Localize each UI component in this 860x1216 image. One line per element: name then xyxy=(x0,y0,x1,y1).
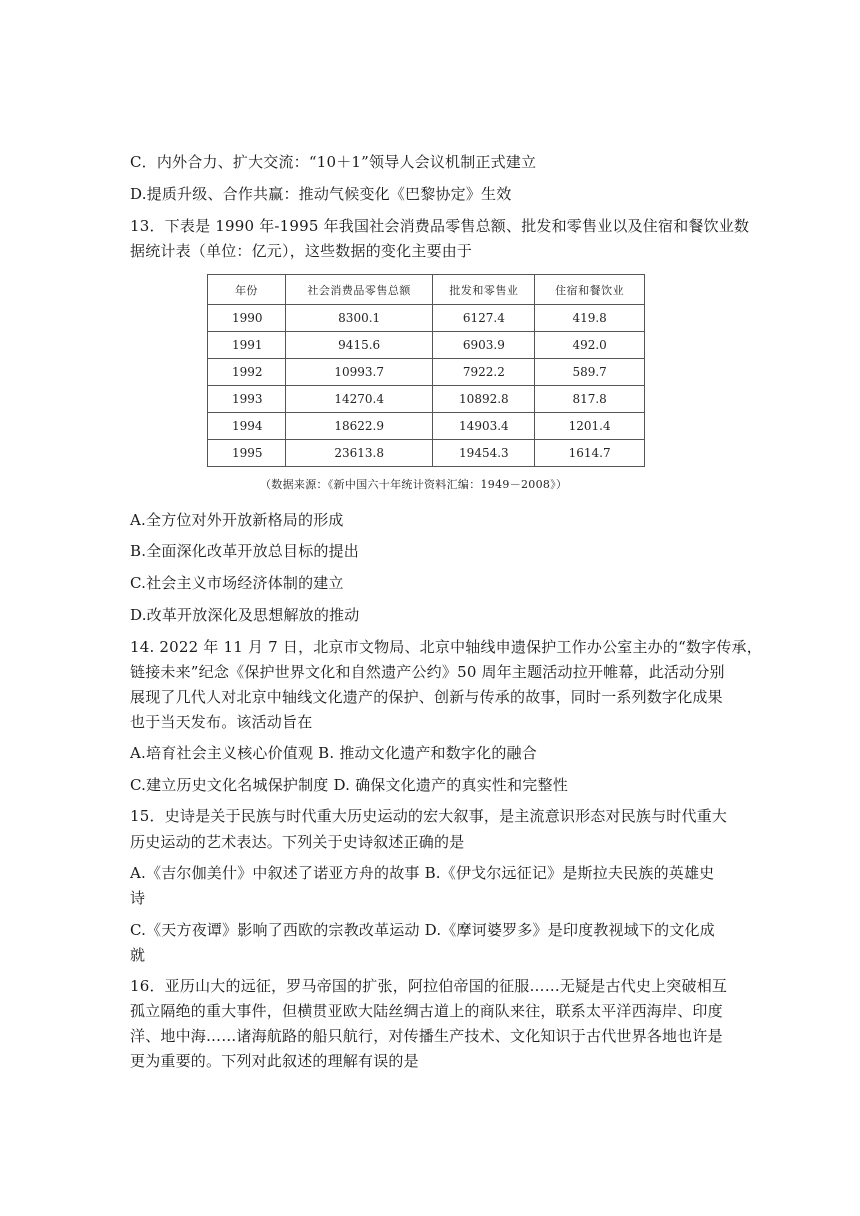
cell-year: 1991 xyxy=(208,332,286,359)
cell-accommodation-catering: 419.8 xyxy=(535,305,645,332)
q13-option-d: D.改革开放深化及思想解放的推动 xyxy=(130,606,360,624)
cell-accommodation-catering: 1201.4 xyxy=(535,413,645,440)
cell-year: 1994 xyxy=(208,413,286,440)
q14-stem-line3: 展现了几代人对北京中轴线文化遗产的保护、创新与传承的故事，同时一系列数字化成果 xyxy=(130,688,723,706)
q16-stem-line1: 16．亚历山大的远征，罗马帝国的扩张，阿拉伯帝国的征服……无疑是古代史上突破相互 xyxy=(130,977,728,995)
cell-year: 1993 xyxy=(208,386,286,413)
q13-option-c: C.社会主义市场经济体制的建立 xyxy=(130,574,344,592)
cell-accommodation-catering: 817.8 xyxy=(535,386,645,413)
cell-retail-total: 18622.9 xyxy=(285,413,433,440)
prev-option-d: D.提质升级、合作共赢：推动气候变化《巴黎协定》生效 xyxy=(130,185,512,203)
table-row xyxy=(208,440,645,467)
cell-year: 1995 xyxy=(208,440,286,467)
header-wholesale-retail: 批发和零售业 xyxy=(433,275,535,305)
q14-stem-line1: 14. 2022 年 11 月 7 日，北京市文物局、北京中轴线申遗保护工作办公室主办的“数字传承， xyxy=(130,638,762,656)
cell-retail-total: 9415.6 xyxy=(285,332,433,359)
cell-retail-total: 8300.1 xyxy=(285,305,433,332)
cell-wholesale-retail: 10892.8 xyxy=(433,386,535,413)
q15-options-ab-wrap: 诗 xyxy=(130,889,146,907)
table-row xyxy=(208,359,645,386)
table-row xyxy=(208,305,645,332)
table-row xyxy=(208,413,645,440)
q14-stem-line2: 链接未来”纪念《保护世界文化和自然遗产公约》50 周年主题活动拉开帷幕，此活动分别 xyxy=(130,663,725,681)
q13-stem-line1: 13．下表是 1990 年-1995 年我国社会消费品零售总额、批发和零售业以及住宿和餐饮业数 xyxy=(130,217,750,235)
q16-stem-line3: 洋、地中海……诸海航路的船只航行，对传播生产技术、文化知识于古代世界各地也许是 xyxy=(130,1027,723,1045)
q13-table-source: （数据来源：《新中国六十年统计资料汇编：1949－2008》） xyxy=(260,478,568,491)
cell-accommodation-catering: 492.0 xyxy=(535,332,645,359)
q15-options-cd: C.《天方夜谭》影响了西欧的宗教改革运动 D.《摩诃婆罗多》是印度教视域下的文化成 xyxy=(130,921,715,939)
header-retail-total: 社会消费品零售总额 xyxy=(285,275,433,305)
cell-retail-total: 23613.8 xyxy=(285,440,433,467)
prev-option-c: C．内外合力、扩大交流：“10＋1”领导人会议机制正式建立 xyxy=(130,153,537,171)
q15-stem-line1: 15．史诗是关于民族与时代重大历史运动的宏大叙事，是主流意识形态对民族与时代重大 xyxy=(130,807,728,825)
q13-data-table xyxy=(207,274,645,465)
q14-options-ab: A.培育社会主义核心价值观 B. 推动文化遗产和数字化的融合 xyxy=(130,744,537,762)
q14-stem-line4: 也于当天发布。该活动旨在 xyxy=(130,713,313,731)
q15-options-cd-wrap: 就 xyxy=(130,946,146,964)
cell-wholesale-retail: 6127.4 xyxy=(433,305,535,332)
header-year: 年份 xyxy=(208,275,286,305)
cell-wholesale-retail: 14903.4 xyxy=(433,413,535,440)
cell-wholesale-retail: 19454.3 xyxy=(433,440,535,467)
header-accommodation-catering: 住宿和餐饮业 xyxy=(535,275,645,305)
cell-year: 1990 xyxy=(208,305,286,332)
q16-stem-line4: 更为重要的。下列对此叙述的理解有误的是 xyxy=(130,1052,419,1070)
q14-options-cd: C.建立历史文化名城保护制度 D. 确保文化遗产的真实性和完整性 xyxy=(130,776,568,794)
q15-stem-line2: 历史运动的艺术表达。下列关于史诗叙述正确的是 xyxy=(130,833,465,851)
q13-option-a: A.全方位对外开放新格局的形成 xyxy=(130,511,344,529)
cell-retail-total: 14270.4 xyxy=(285,386,433,413)
cell-wholesale-retail: 7922.2 xyxy=(433,359,535,386)
cell-accommodation-catering: 589.7 xyxy=(535,359,645,386)
table-header-row xyxy=(208,275,645,305)
cell-wholesale-retail: 6903.9 xyxy=(433,332,535,359)
cell-accommodation-catering: 1614.7 xyxy=(535,440,645,467)
q13-stem-line2: 据统计表（单位：亿元），这些数据的变化主要由于 xyxy=(130,242,473,260)
cell-retail-total: 10993.7 xyxy=(285,359,433,386)
q15-options-ab: A.《吉尔伽美什》中叙述了诺亚方舟的故事 B.《伊戈尔远征记》是斯拉夫民族的英雄史 xyxy=(130,864,715,882)
table-row xyxy=(208,386,645,413)
q16-stem-line2: 孤立隔绝的重大事件，但横贯亚欧大陆丝绸古道上的商队来往，联系太平洋西海岸、印度 xyxy=(130,1002,723,1020)
table-row xyxy=(208,332,645,359)
q13-option-b: B.全面深化改革开放总目标的提出 xyxy=(130,542,359,560)
cell-year: 1992 xyxy=(208,359,286,386)
